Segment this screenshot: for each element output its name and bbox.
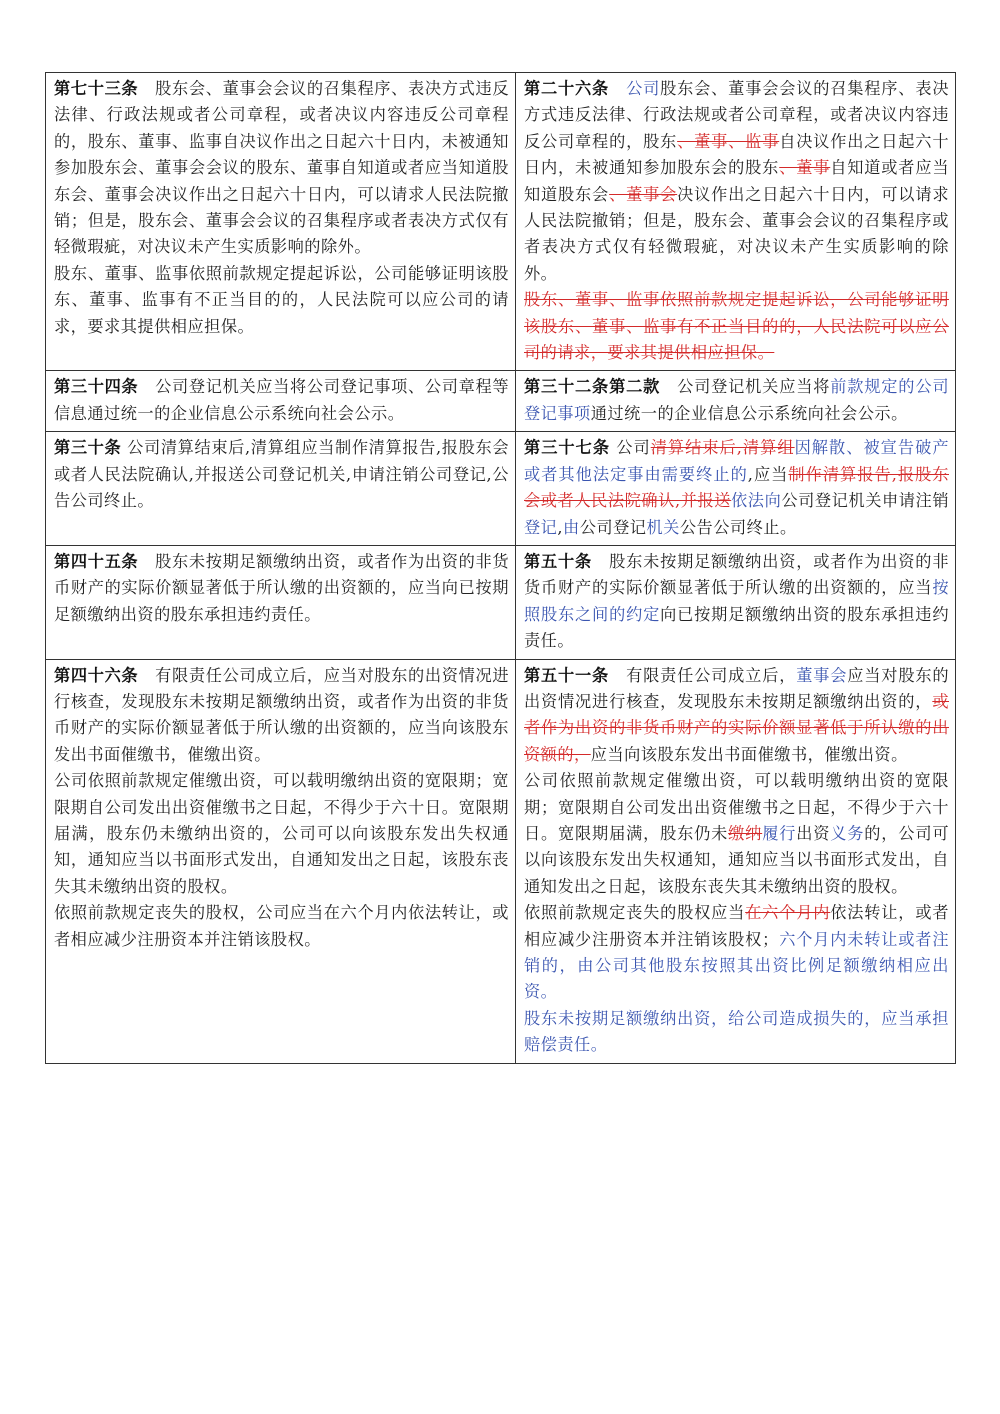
inserted-text: 因解散、被宣告破产或者其他法定事由需要终止的 (524, 438, 950, 484)
article-paragraph (524, 76, 949, 287)
table-row (46, 371, 956, 432)
article-text: 股东、董事、监事依照前款规定提起诉讼，公司能够证明该股东、董事、监事有不正当目的的，人民法院可以应公司的请求，要求其提供相应担保。 (54, 263, 509, 336)
article-text: 公司清算结束后,清算组应当制作清算报告,报股东会或者人民法院确认,并报送公司登记机关,申请注销公司登记,公告公司终止。 (54, 438, 510, 511)
article-paragraph (524, 549, 949, 655)
new-article-cell (516, 371, 956, 432)
article-text: 公司登记 (579, 517, 647, 537)
new-article-cell (516, 545, 956, 659)
article-paragraph (524, 435, 949, 541)
article-text: 应当向该股东发出书面催缴书，催缴出资。 (590, 744, 908, 764)
article-text: 自知道或者应当知道股东会 (524, 158, 950, 204)
article-number: 第四十六条 (54, 665, 139, 685)
article-paragraph (524, 768, 949, 900)
article-paragraph (54, 900, 509, 953)
new-article-cell (516, 73, 956, 371)
article-text: ,应当 (747, 464, 789, 484)
article-number: 第三十二条第二款 (524, 377, 661, 397)
article-text: 通过统一的企业信息公示系统向社会公示。 (590, 403, 908, 423)
article-text: 公司依照前款规定催缴出资，可以载明缴纳出资的宽限期；宽限期自公司发出出资催缴书之日起，不得少于六十日。宽限期届满，股东仍未缴纳出资的，公司可以向该股东发出失权通知，通知应当以书面形式发出，自通知发出之日起，该股东丧失其未缴纳出资的股权。 (54, 771, 509, 896)
deleted-text: 缴纳 (728, 823, 763, 843)
inserted-text: 机关 (646, 517, 680, 537)
old-article-cell (46, 73, 516, 371)
deleted-text: 、董事会 (609, 184, 678, 204)
article-paragraph (524, 663, 949, 769)
old-article-cell (46, 545, 516, 659)
article-number: 第三十四条 (54, 377, 139, 397)
article-number: 第四十五条 (54, 551, 139, 571)
article-text: 股东未按期足额缴纳出资，或者作为出资的非货币财产的实际价额显著低于所认缴的出资额的，应当 (524, 551, 950, 598)
inserted-text: 按照股东之间的约定 (524, 578, 949, 624)
deleted-text: 清算结束后,清算组 (650, 438, 795, 458)
article-number: 第五十条 (524, 551, 593, 571)
article-paragraph (524, 287, 949, 366)
article-text: 股东未按期足额缴纳出资，或者作为出资的非货币财产的实际价额显著低于所认缴的出资额的，应当向已按期足额缴纳出资的股东承担违约责任。 (54, 551, 510, 624)
article-text: 公司登记机关应当将公司登记事项、公司章程等信息通过统一的企业信息公示系统向社会公示。 (54, 377, 510, 423)
article-text: 依照前款规定丧失的股权，公司应当在六个月内依法转让，或者相应减少注册资本并注销该股权。 (54, 903, 509, 949)
comparison-table (45, 72, 956, 1064)
article-number: 第七十三条 (54, 79, 139, 98)
article-text: 的，公司可以向该股东发出失权通知，通知应当以书面形式发出，自通知发出之日起，该股东丧失其未缴纳出资的股权。 (524, 823, 950, 896)
inserted-text: 依法向 (731, 491, 782, 511)
table-row (46, 545, 956, 659)
deleted-text: 制作清算报告,报股东会或者人民法院确认,并报送 (524, 464, 949, 511)
article-text: 公司登记机关申请注销 (781, 491, 950, 511)
article-text: 有限责任公司成立后，应当对股东的出资情况进行核查，发现股东未按期足额缴纳出资，或者作为出资的非货币财产的实际价额显著低于所认缴的出资额的，应当向该股东发出书面催缴书，催缴出资。 (54, 665, 510, 764)
article-text: 依法转让，或者相应减少注册资本并注销该股权； (524, 903, 950, 949)
new-article-cell (516, 659, 956, 1063)
article-paragraph (524, 1006, 949, 1059)
old-article-cell (46, 432, 516, 546)
inserted-text: 六个月内未转让或者注销的，由公司其他股东按照其出资比例足额缴纳相应出资。 (524, 929, 950, 1002)
article-paragraph (54, 549, 509, 628)
article-text (609, 79, 626, 98)
deleted-text: 股东、董事、监事依照前款规定提起诉讼，公司能够证明该股东、董事、监事有不正当目的的，人民法院可以应公司的请求，要求其提供相应担保。 (524, 290, 949, 363)
article-text: 股东会、董事会会议的召集程序、表决方式违反法律、行政法规或者公司章程，或者决议内容违反公司章程的，股东 (524, 79, 950, 151)
article-paragraph (54, 768, 509, 900)
deleted-text: 、董事 (779, 158, 831, 178)
table-row (46, 659, 956, 1063)
inserted-text: 履行 (762, 823, 797, 843)
inserted-text: 董事会 (796, 665, 848, 685)
article-text: 自决议作出之日起六十日内，未被通知参加股东会的股东 (524, 131, 950, 178)
table-row (46, 73, 956, 371)
inserted-text: 登记 (524, 517, 558, 537)
article-number: 第五十一条 (524, 665, 610, 685)
new-article-cell (516, 432, 956, 546)
article-paragraph (54, 76, 509, 261)
deleted-text: 、董事、监事 (677, 131, 780, 151)
inserted-text: 公司 (626, 79, 661, 98)
article-text: 应当对股东的出资情况进行核查，发现股东未按期足额缴纳出资的， (524, 665, 950, 711)
article-paragraph (54, 261, 509, 340)
article-text: 股东会、董事会会议的召集程序、表决方式违反法律、行政法规或者公司章程，或者决议内容违反公司章程的，股东、董事、监事自决议作出之日起六十日内，未被通知参加股东会、董事会会议的股东、董事自知道或者应当知道股东会、董事会决议作出之日起六十日内，可以请求人民法院撤销；但是，股东会、董事会会议的召集程序或者表决方式仅有轻微瑕疵，对决议未产生实质影响的除外。 (54, 79, 510, 257)
inserted-text: 义务 (830, 823, 865, 843)
inserted-text: 前款规定的公司登记事项 (524, 377, 950, 423)
old-article-cell (46, 371, 516, 432)
article-number: 第二十六条 (524, 79, 610, 98)
article-number: 第三十条 (54, 438, 122, 458)
article-text: 依照前款规定丧失的股权应当 (524, 903, 746, 923)
inserted-text: 股东未按期足额缴纳出资，给公司造成损失的，应当承担赔偿责任。 (524, 1008, 949, 1055)
article-text: 公司依照前款规定催缴出资，可以载明缴纳出资的宽限期；宽限期自公司发出出资催缴书之日起，不得少于六十日。宽限期届满，股东仍未 (524, 771, 949, 843)
table-row (46, 432, 956, 546)
article-text: 有限责任公司成立后， (609, 665, 797, 685)
article-text: 公司登记机关应当将 (660, 377, 831, 397)
article-text: , (557, 517, 564, 537)
article-text: 向已按期足额缴纳出资的股东承担违约责任。 (524, 604, 950, 651)
comparison-table-body (46, 73, 956, 1064)
article-paragraph (54, 663, 509, 769)
old-article-cell (46, 659, 516, 1063)
article-paragraph (54, 435, 509, 514)
article-text: 决议作出之日起六十日内，可以请求人民法院撤销；但是，股东会、董事会会议的召集程序或者表决方式仅有轻微瑕疵，对决议未产生实质影响的除外。 (524, 184, 950, 283)
article-paragraph (54, 374, 509, 427)
deleted-text: 或者作为出资的非货币财产的实际价额显著低于所认缴的出资额的， (524, 691, 949, 764)
article-number: 第三十七条 (524, 438, 611, 458)
article-text: 出资 (796, 823, 831, 843)
article-text: 公司 (610, 438, 651, 458)
article-text: 公告公司终止。 (679, 517, 797, 537)
inserted-text: 由 (563, 517, 580, 537)
article-paragraph (524, 374, 949, 427)
deleted-text: 在六个月内 (745, 903, 831, 923)
article-paragraph (524, 900, 949, 1006)
